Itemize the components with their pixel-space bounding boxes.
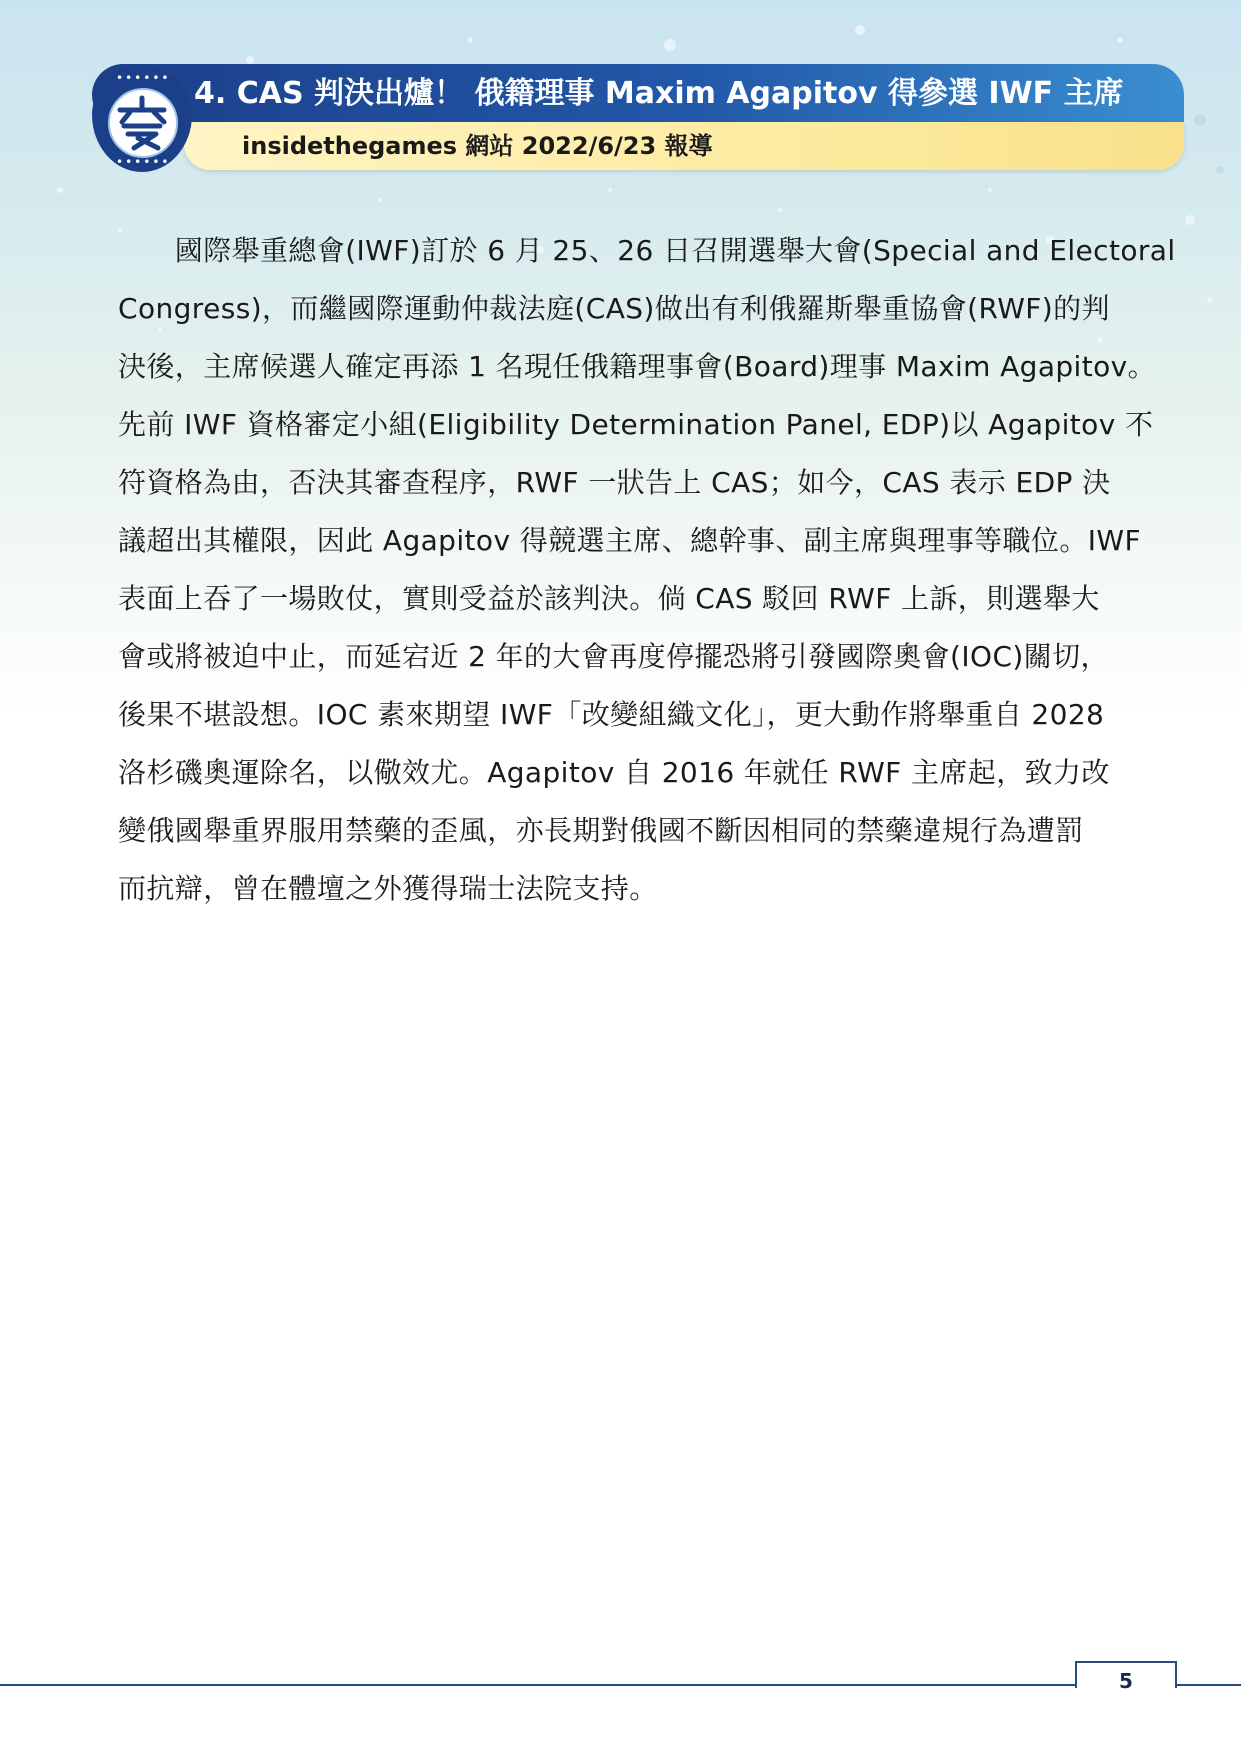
article-line: 而抗辯，曾在體壇之外獲得瑞士法院支持。 — [118, 872, 658, 905]
badge — [92, 66, 192, 172]
emblem-icon — [108, 88, 178, 158]
article-line: 洛杉磯奧運除名，以儆效尤。Agapitov 自 2016 年就任 RWF 主席起，致力改 — [118, 756, 1110, 789]
article-line: 國際舉重總會(IWF)訂於 6 月 25、26 日召開選舉大會(Special and Electoral — [118, 234, 1176, 267]
footer-rule — [0, 1684, 1241, 1686]
article-line: 後果不堪設想。IOC 素來期望 IWF「改變組織文化」，更大動作將舉重自 2028 — [118, 698, 1105, 731]
section-title: 4. CAS 判決出爐！ 俄籍理事 Maxim Agapitov 得參選 IWF 主席 — [194, 76, 1124, 111]
badge-dots-bottom: •••••• — [116, 155, 171, 169]
article-line: 變俄國舉重界服用禁藥的歪風，亦長期對俄國不斷因相同的禁藥違規行為遭罰 — [118, 814, 1084, 847]
article-line: 表面上吞了一場敗仗，實則受益於該判決。倘 CAS 駁回 RWF 上訴，則選舉大 — [118, 582, 1100, 615]
article-line: 符資格為由，否決其審查程序，RWF 一狀告上 CAS；如今，CAS 表示 EDP 決 — [118, 466, 1111, 499]
article-line: 先前 IWF 資格審定小組(Eligibility Determination Panel, EDP)以 Agapitov 不 — [118, 408, 1154, 441]
article-line: 決後，主席候選人確定再添 1 名現任俄籍理事會(Board)理事 Maxim Agapitov。 — [118, 350, 1157, 383]
article-line: 議超出其權限，因此 Agapitov 得競選主席、總幹事、副主席與理事等職位。IWF — [118, 524, 1141, 557]
section-header — [92, 64, 1184, 172]
page-number: 5 — [1119, 1669, 1133, 1693]
article-line: 會或將被迫中止，而延宕近 2 年的大會再度停擺恐將引發國際奧會(IOC)關切， — [118, 640, 1109, 673]
article-body — [118, 222, 1176, 918]
article-line: Congress)，而繼國際運動仲裁法庭(CAS)做出有利俄羅斯舉重協會(RWF)的判 — [118, 292, 1110, 325]
badge-dots-top: •••••• — [116, 71, 171, 85]
section-subtitle: insidethegames 網站 2022/6/23 報導 — [242, 132, 713, 160]
